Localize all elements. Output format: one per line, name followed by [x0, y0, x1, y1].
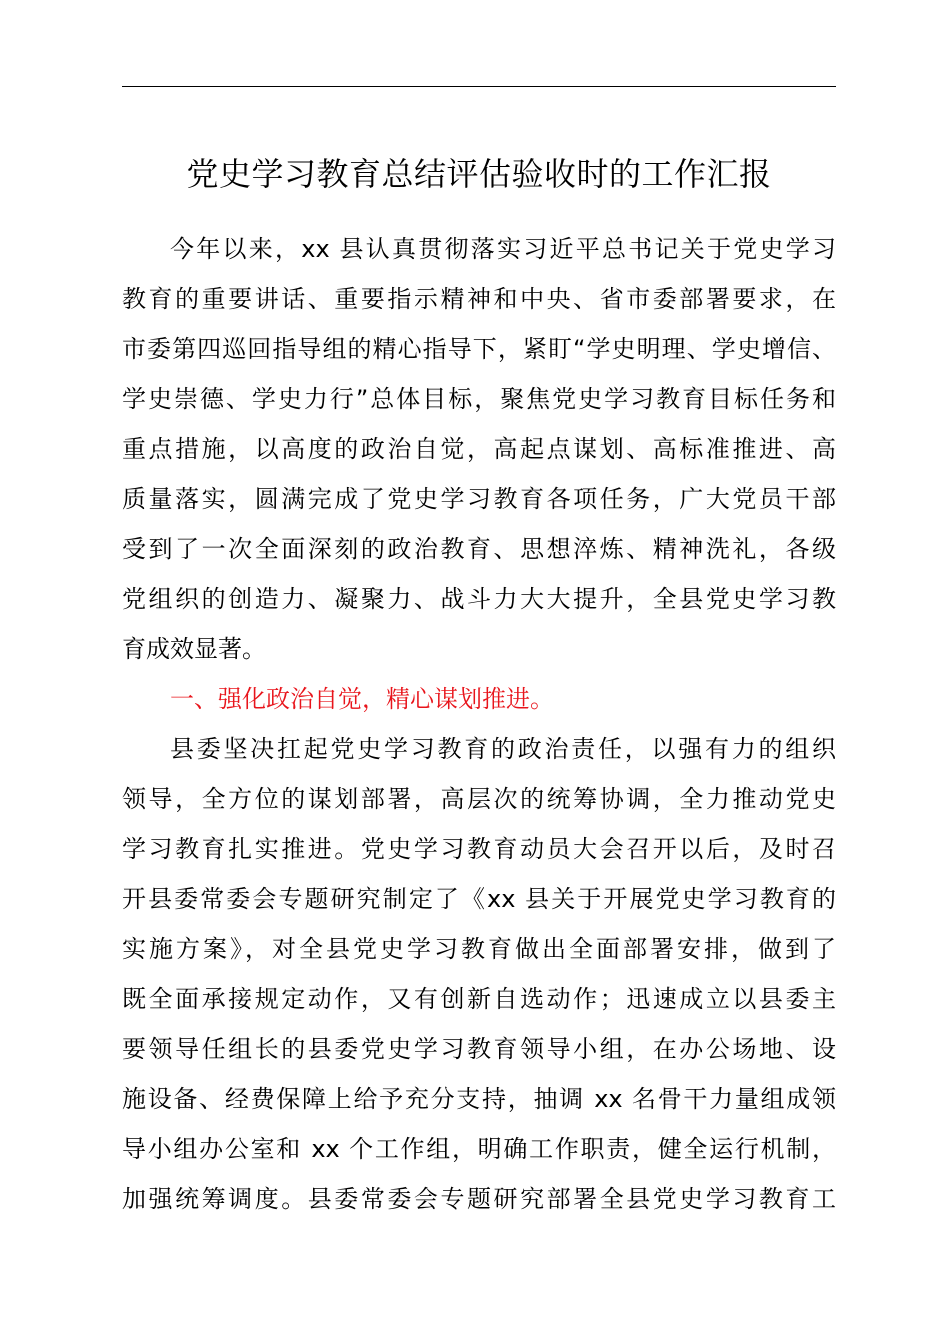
paragraph-2-line-6: 既全面承接规定动作，又有创新自选动作；迅速成立以县委主: [122, 985, 836, 1013]
paragraph-1-line-2: 教育的重要讲话、重要指示精神和中央、省市委部署要求，在: [122, 285, 836, 313]
paragraph-1-line-6: 质量落实，圆满完成了党史学习教育各项任务，广大党员干部: [122, 485, 836, 513]
document-title: 党史学习教育总结评估验收时的工作汇报: [186, 155, 772, 193]
section-heading-1: 一、强化政治自觉，精心谋划推进。: [170, 685, 554, 713]
paragraph-2-line-10: 加强统筹调度。县委常委会专题研究部署全县党史学习教育工: [122, 1185, 836, 1213]
paragraph-2-line-8: 施设备、经费保障上给予充分支持，抽调 xx 名骨干力量组成领: [122, 1085, 836, 1113]
paragraph-1-line-7: 受到了一次全面深刻的政治教育、思想淬炼、精神洗礼，各级: [122, 535, 836, 563]
paragraph-2-line-3: 学习教育扎实推进。党史学习教育动员大会召开以后，及时召: [122, 835, 836, 863]
paragraph-2-line-5: 实施方案》，对全县党史学习教育做出全面部署安排，做到了: [122, 935, 836, 963]
paragraph-1-line-9: 育成效显著。: [122, 635, 266, 663]
paragraph-1-line-4: 学史崇德、学史力行”总体目标，聚焦党史学习教育目标任务和: [122, 385, 836, 413]
paragraph-2-line-9: 导小组办公室和 xx 个工作组，明确工作职责，健全运行机制，: [122, 1135, 836, 1163]
paragraph-1-line-1: 今年以来，xx 县认真贯彻落实习近平总书记关于党史学习: [170, 235, 836, 263]
paragraph-2-line-2: 领导，全方位的谋划部署，高层次的统筹协调，全力推动党史: [122, 785, 836, 813]
paragraph-2-line-4: 开县委常委会专题研究制定了《xx 县关于开展党史学习教育的: [122, 885, 836, 913]
header-rule: [122, 86, 836, 87]
document-body: [122, 224, 836, 1224]
paragraph-2-line-1: 县委坚决扛起党史学习教育的政治责任，以强有力的组织: [170, 735, 836, 763]
paragraph-1-line-8: 党组织的创造力、凝聚力、战斗力大大提升，全县党史学习教: [122, 585, 836, 613]
paragraph-1-line-3: 市委第四巡回指导组的精心指导下，紧盯“学史明理、学史增信、: [122, 335, 836, 363]
paragraph-1-line-5: 重点措施，以高度的政治自觉，高起点谋划、高标准推进、高: [122, 435, 836, 463]
paragraph-2-line-7: 要领导任组长的县委党史学习教育领导小组，在办公场地、设: [122, 1035, 836, 1063]
